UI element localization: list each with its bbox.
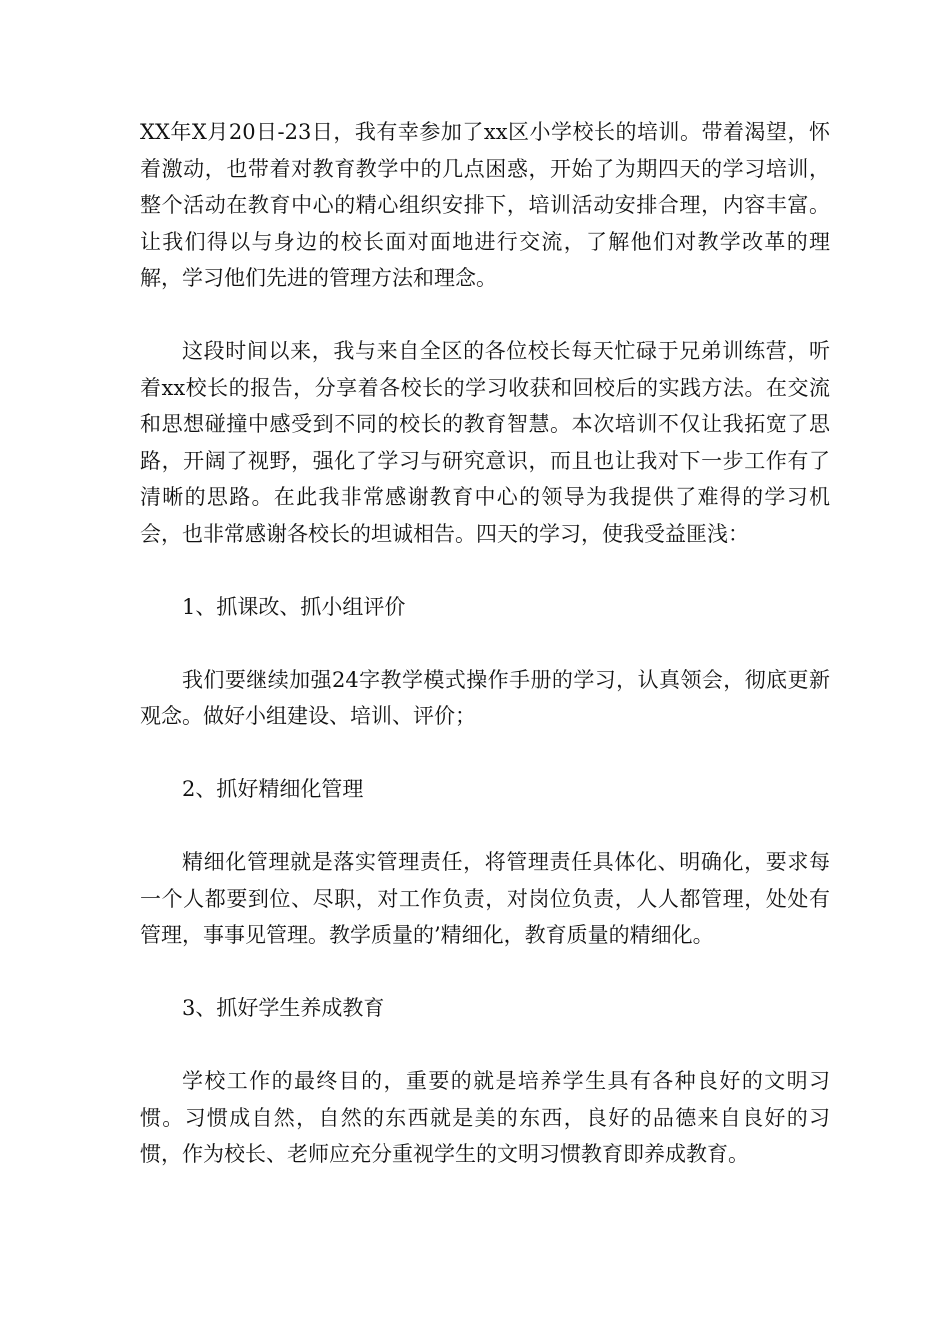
intro-paragraph: XX年X月20日-23日，我有幸参加了xx区小学校长的培训。带着渴望，怀着激动，也带着对教育教学中的几点困惑，开始了为期四天的学习培训，整个活动在教育中心的精心组织安排下，培训活动安排合理，内容丰富。让我们得以与身边的校长面对面地进行交流，了解他们对教学改革的理解，学习他们先进的管理方法和理念。 bbox=[140, 120, 830, 290]
reflection-paragraph: 这段时间以来，我与来自全区的各位校长每天忙碌于兄弟训练营，听着xx校长的报告，分享着各校长的学习收获和回校后的实践方法。在交流和思想碰撞中感受到不同的校长的教育智慧。本次培训不仅让我拓宽了思路，开阔了视野，强化了学习与研究意识，而且也让我对下一步工作有了清晰的思路。在此我非常感谢教育中心的领导为我提供了难得的学习机会，也非常感谢各校长的坦诚相告。四天的学习，使我受益匪浅： bbox=[140, 339, 830, 546]
section-heading-3: 3、抓好学生养成教育 bbox=[182, 996, 385, 1020]
section-3-paragraph: 学校工作的最终目的，重要的就是培养学生具有各种良好的文明习惯。习惯成自然，自然的东西就是美的东西，良好的品德来自良好的习惯，作为校长、老师应充分重视学生的文明习惯教育即养成教育。 bbox=[140, 1069, 830, 1166]
section-1-paragraph: 我们要继续加强24字教学模式操作手册的学习，认真领会，彻底更新观念。做好小组建设、培训、评价； bbox=[140, 667, 830, 728]
section-heading-1: 1、抓课改、抓小组评价 bbox=[182, 594, 406, 619]
section-heading-2: 2、抓好精细化管理 bbox=[182, 777, 364, 801]
document-body bbox=[140, 114, 830, 1209]
section-2-paragraph: 精细化管理就是落实管理责任，将管理责任具体化、明确化，要求每一个人都要到位、尽职，对工作负责，对岗位负责，人人都管理，处处有管理，事事见管理。教学质量的’精细化，教育质量的精细化。 bbox=[140, 850, 830, 947]
